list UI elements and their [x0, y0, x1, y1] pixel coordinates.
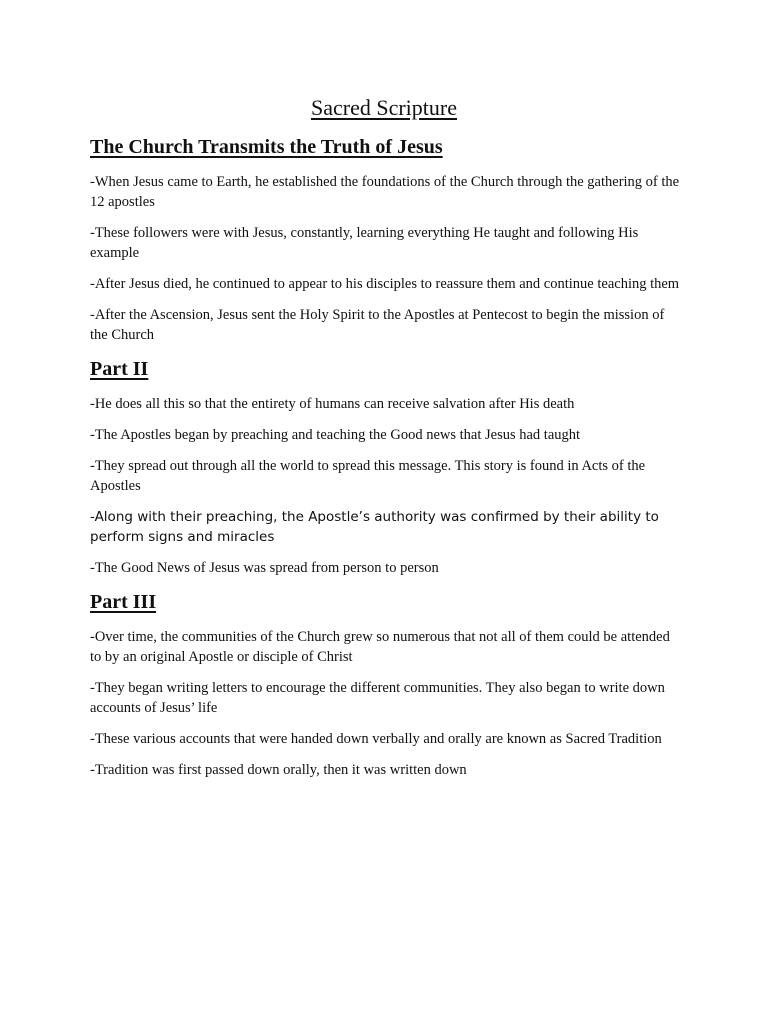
paragraph: -Tradition was first passed down orally, then it was written down: [90, 762, 467, 778]
paragraph: -Along with their preaching, the Apostle’s authority was confirmed by their ability to perform signs and miracles: [90, 509, 659, 545]
paragraph: -After the Ascension, Jesus sent the Holy Spirit to the Apostles at Pentecost to begin the mission of the Church: [90, 307, 665, 343]
page-title: Sacred Scripture: [311, 95, 457, 120]
section-heading: Part III: [90, 591, 157, 613]
paragraph: -When Jesus came to Earth, he established the foundations of the Church through the gathering of the 12 apostles: [90, 174, 680, 210]
section-part-ii: [90, 356, 680, 578]
paragraph: -After Jesus died, he continued to appear to his disciples to reassure them and continue teaching them: [90, 276, 680, 292]
paragraph: -They began writing letters to encourage the different communities. They also began to write down accounts of Jesus’ life: [90, 680, 665, 716]
section-heading: The Church Transmits the Truth of Jesus: [90, 136, 443, 158]
document-body: [90, 134, 680, 791]
paragraph: -These followers were with Jesus, constantly, learning everything He taught and following His example: [90, 225, 639, 261]
paragraph: -The Good News of Jesus was spread from person to person: [90, 560, 439, 576]
section-part-iii: [90, 589, 680, 780]
paragraph: -Over time, the communities of the Church grew so numerous that not all of them could be attended to by an original Apostle or disciple of Christ: [90, 629, 670, 665]
paragraph: -These various accounts that were handed down verbally and orally are known as Sacred Tradition: [90, 731, 662, 747]
paragraph: -He does all this so that the entirety of humans can receive salvation after His death: [90, 396, 575, 412]
paragraph: -They spread out through all the world to spread this message. This story is found in Acts of the Apostles: [90, 458, 646, 494]
section-heading: Part II: [90, 358, 149, 380]
paragraph: -The Apostles began by preaching and teaching the Good news that Jesus had taught: [90, 427, 581, 443]
section-church-transmits-truth: [90, 134, 680, 345]
